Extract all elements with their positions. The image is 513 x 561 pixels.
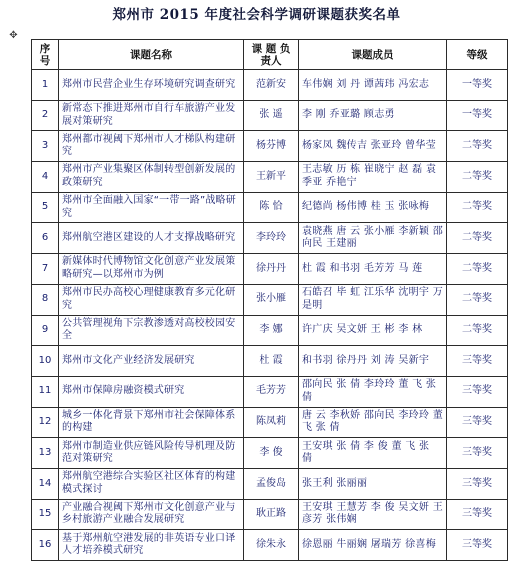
project-name: 郑州市民营企业生存环境研究调查研究 — [59, 70, 244, 101]
project-leader: 徐朱永 — [244, 530, 299, 561]
award-grade: 三等奖 — [447, 346, 508, 377]
table-row — [32, 499, 508, 530]
project-leader: 陈凤莉 — [244, 407, 299, 438]
project-leader: 王新平 — [244, 162, 299, 193]
project-members: 唐 云 李秋娇 邵向民 李玲玲 董 飞 张 倩 — [299, 407, 447, 438]
row-index: 13 — [32, 438, 59, 469]
row-index: 5 — [32, 192, 59, 223]
award-grade: 二等奖 — [447, 254, 508, 285]
project-name: 新媒体时代博物馆文化创意产业发展策略研究—以郑州市为例 — [59, 254, 244, 285]
award-grade: 三等奖 — [447, 499, 508, 530]
project-name: 城乡一体化背景下郑州市社会保障体系的构建 — [59, 407, 244, 438]
row-index: 12 — [32, 407, 59, 438]
table-row — [32, 376, 508, 407]
project-leader: 毛芳芳 — [244, 376, 299, 407]
table-row — [32, 468, 508, 499]
project-name: 郑州市制造业供应链风险传导机理及防范对策研究 — [59, 438, 244, 469]
project-members: 邵向民 张 倩 李玲玲 董 飞 张 倩 — [299, 376, 447, 407]
table-row — [32, 315, 508, 346]
project-name: 产业融合视阈下郑州市文化创意产业与乡村旅游产业融合发展研究 — [59, 499, 244, 530]
award-grade: 二等奖 — [447, 192, 508, 223]
table-row — [32, 100, 508, 131]
project-leader: 李 俊 — [244, 438, 299, 469]
project-members: 王志敏 历 栋 崔晓宁 赵 磊 袁季亚 乔艳宁 — [299, 162, 447, 193]
project-members: 杨家凤 魏传吉 张亚玲 曾华莹 — [299, 131, 447, 162]
project-leader: 耿正路 — [244, 499, 299, 530]
table-row — [32, 162, 508, 193]
award-grade: 三等奖 — [447, 530, 508, 561]
project-name: 郑州航空港区建设的人才支撑战略研究 — [59, 223, 244, 254]
project-members: 车伟娴 刘 丹 谭茜玮 冯宏志 — [299, 70, 447, 101]
award-grade: 三等奖 — [447, 468, 508, 499]
table-row — [32, 346, 508, 377]
table-row — [32, 284, 508, 315]
award-grade: 三等奖 — [447, 376, 508, 407]
header-grade: 等级 — [447, 40, 508, 70]
move-handle-icon[interactable]: ✥ — [9, 30, 18, 41]
project-leader: 杜 霞 — [244, 346, 299, 377]
project-name: 基于郑州航空港发展的非英语专业口译人才培养模式研究 — [59, 530, 244, 561]
project-name: 郑州都市视阈下郑州市人才梯队构建研究 — [59, 131, 244, 162]
row-index: 14 — [32, 468, 59, 499]
header-index: 序号 — [32, 40, 59, 70]
award-grade: 二等奖 — [447, 223, 508, 254]
project-name: 郑州市保障房融资模式研究 — [59, 376, 244, 407]
row-index: 15 — [32, 499, 59, 530]
table-row — [32, 223, 508, 254]
award-table — [31, 39, 508, 561]
project-members: 纪德尚 杨伟博 桂 玉 张咏梅 — [299, 192, 447, 223]
table-row — [32, 70, 508, 101]
project-leader: 陈 恰 — [244, 192, 299, 223]
project-leader: 李玲玲 — [244, 223, 299, 254]
project-members: 张王利 张丽丽 — [299, 468, 447, 499]
table-row — [32, 131, 508, 162]
project-members: 杜 霞 和书羽 毛芳芳 马 莲 — [299, 254, 447, 285]
project-leader: 张 遥 — [244, 100, 299, 131]
project-members: 王安琪 张 倩 李 俊 董 飞 张 倩 — [299, 438, 447, 469]
row-index: 6 — [32, 223, 59, 254]
award-grade: 一等奖 — [447, 70, 508, 101]
table-row — [32, 407, 508, 438]
project-members: 李 刚 乔亚璐 顾志勇 — [299, 100, 447, 131]
row-index: 10 — [32, 346, 59, 377]
row-index: 11 — [32, 376, 59, 407]
award-grade: 三等奖 — [447, 438, 508, 469]
row-index: 9 — [32, 315, 59, 346]
project-members: 王安琪 王慧芳 李 俊 吴文妍 王彦芳 张伟娴 — [299, 499, 447, 530]
row-index: 1 — [32, 70, 59, 101]
project-members: 徐恩丽 牛丽娴 屠瑞芳 徐喜梅 — [299, 530, 447, 561]
project-name: 郑州市文化产业经济发展研究 — [59, 346, 244, 377]
project-leader: 李 娜 — [244, 315, 299, 346]
award-grade: 三等奖 — [447, 407, 508, 438]
table-header-row — [32, 40, 508, 70]
project-name: 公共管理视角下宗教渗透对高校校园安全 — [59, 315, 244, 346]
project-leader: 范新安 — [244, 70, 299, 101]
project-members: 石皓召 毕 虹 江乐华 沈明宇 万是明 — [299, 284, 447, 315]
project-members: 袁晓燕 唐 云 张小雁 李新颖 邵向民 王建丽 — [299, 223, 447, 254]
row-index: 4 — [32, 162, 59, 193]
project-name: 新常态下推进郑州市自行车旅游产业发展对策研究 — [59, 100, 244, 131]
project-leader: 孟俊岛 — [244, 468, 299, 499]
table-body — [32, 70, 508, 561]
project-name: 郑州市民办高校心理健康教育多元化研究 — [59, 284, 244, 315]
table-row — [32, 192, 508, 223]
project-name: 郑州航空港综合实验区社区体育的构建模式探讨 — [59, 468, 244, 499]
project-leader: 杨芬博 — [244, 131, 299, 162]
header-leader: 课 题 负责人 — [244, 40, 299, 70]
row-index: 16 — [32, 530, 59, 561]
project-name: 郑州市全面融入国家“一带一路”战略研究 — [59, 192, 244, 223]
row-index: 2 — [32, 100, 59, 131]
row-index: 8 — [32, 284, 59, 315]
award-grade: 一等奖 — [447, 100, 508, 131]
table-row — [32, 530, 508, 561]
row-index: 7 — [32, 254, 59, 285]
document-title: 郑州市 2015 年度社会科学调研课题获奖名单 — [112, 7, 401, 23]
header-project: 课题名称 — [59, 40, 244, 70]
award-grade: 二等奖 — [447, 162, 508, 193]
award-grade: 二等奖 — [447, 284, 508, 315]
project-members: 许广庆 吴文妍 王 彬 李 林 — [299, 315, 447, 346]
award-grade: 二等奖 — [447, 315, 508, 346]
table-row — [32, 254, 508, 285]
header-members: 课题成员 — [299, 40, 447, 70]
row-index: 3 — [32, 131, 59, 162]
table-row — [32, 438, 508, 469]
award-grade: 二等奖 — [447, 131, 508, 162]
project-name: 郑州市产业集聚区体制转型创新发展的政策研究 — [59, 162, 244, 193]
project-leader: 徐丹丹 — [244, 254, 299, 285]
project-members: 和书羽 徐丹丹 刘 涛 吴新宇 — [299, 346, 447, 377]
project-leader: 张小雁 — [244, 284, 299, 315]
